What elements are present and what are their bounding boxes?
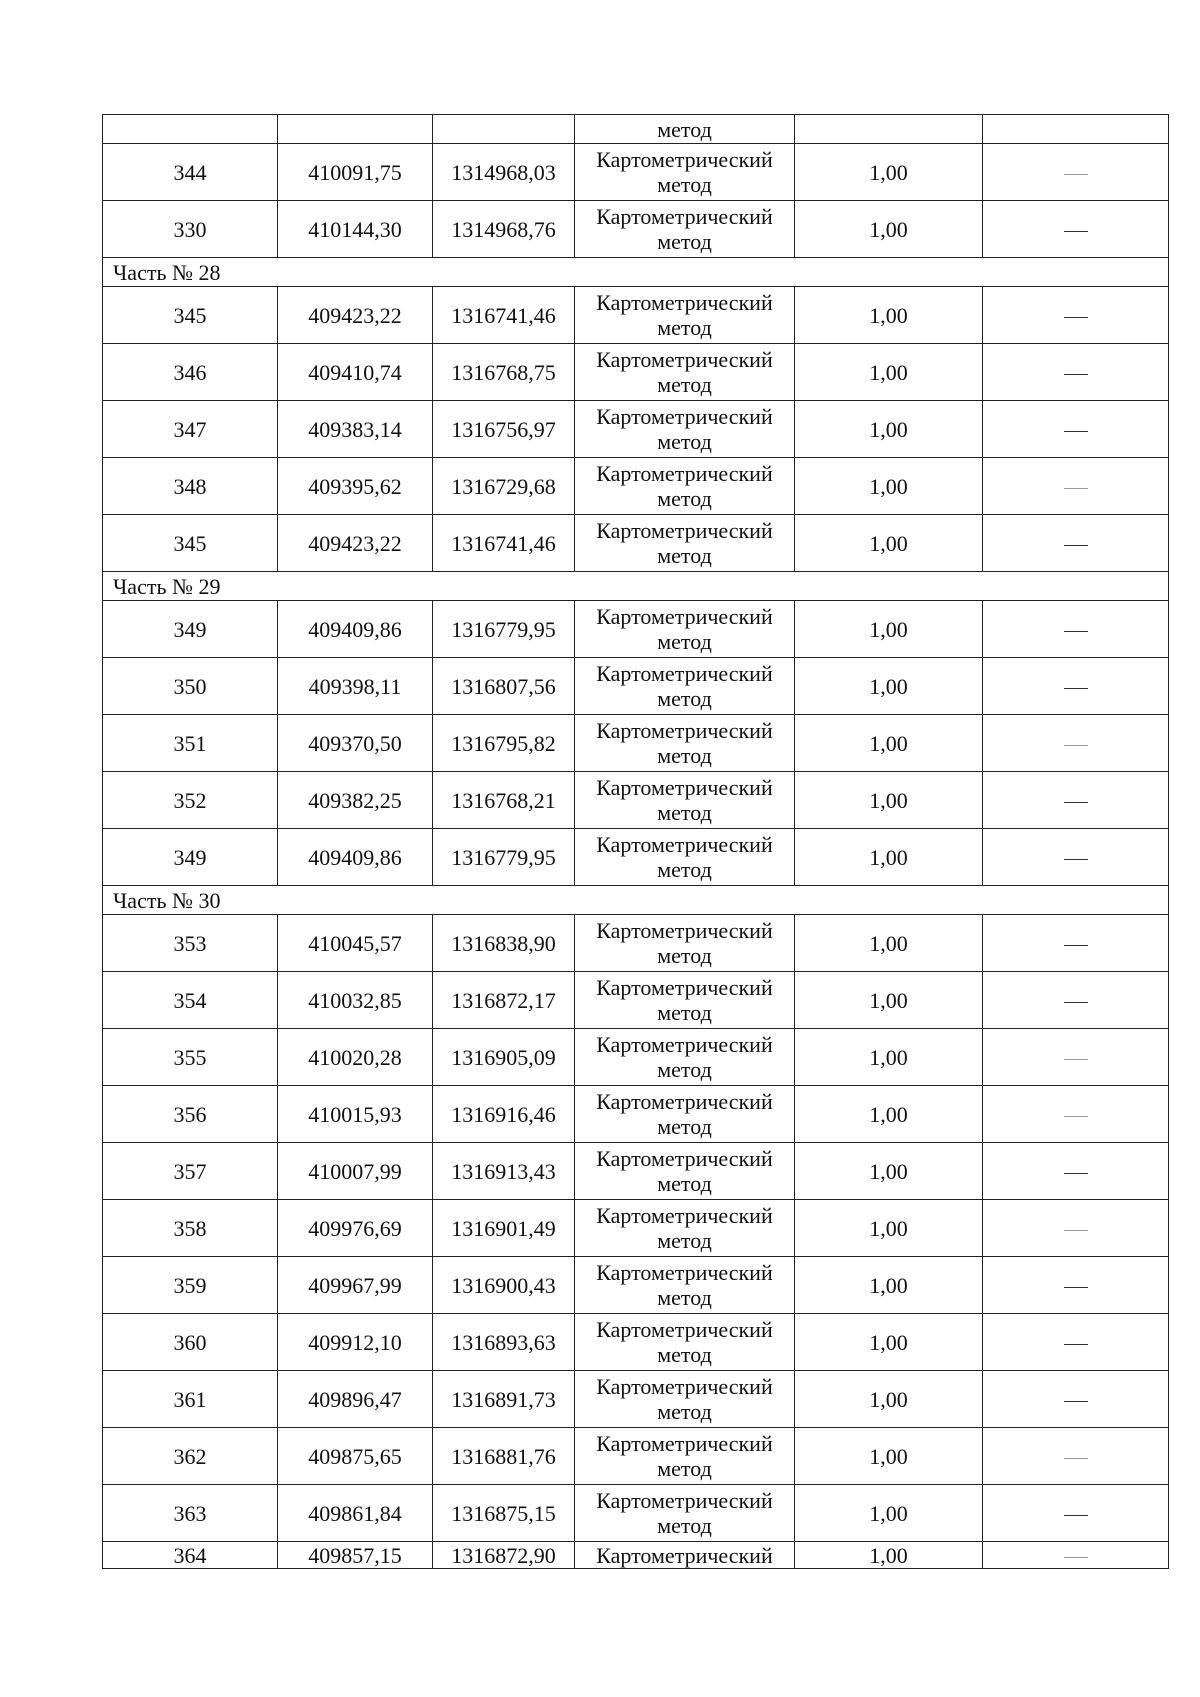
table-row	[103, 1200, 1169, 1257]
method-line-2: метод	[657, 686, 712, 711]
coord-y: 1316756,97	[433, 401, 575, 458]
accuracy: 1,00	[795, 715, 983, 772]
part-heading: Часть № 29	[103, 572, 1169, 601]
point-number: 363	[103, 1485, 278, 1542]
table-row	[103, 344, 1169, 401]
method-line-2: метод	[657, 372, 712, 397]
dash-mark	[1064, 859, 1088, 860]
coord-y: 1316741,46	[433, 287, 575, 344]
dash-mark	[1064, 174, 1088, 175]
coord-y: 1316901,49	[433, 1200, 575, 1257]
description-cell	[983, 1200, 1169, 1257]
method-cell	[575, 1143, 795, 1200]
table-row	[103, 658, 1169, 715]
dash-mark	[1064, 488, 1088, 489]
point-number: 364	[103, 1542, 278, 1569]
table-row	[103, 1314, 1169, 1371]
coord-x: 410032,85	[278, 972, 433, 1029]
method-line-1: Картометрический	[596, 1146, 773, 1171]
method-line-1: Картометрический	[596, 1431, 773, 1456]
coord-y: 1316900,43	[433, 1257, 575, 1314]
method-cell	[575, 1314, 795, 1371]
dash-mark	[1064, 1230, 1088, 1231]
point-number: 345	[103, 515, 278, 572]
dash-mark	[1064, 945, 1088, 946]
description-cell	[983, 1143, 1169, 1200]
description-cell	[983, 1485, 1169, 1542]
point-number: 351	[103, 715, 278, 772]
point-number: 350	[103, 658, 278, 715]
dash-mark	[1064, 1287, 1088, 1288]
coord-x: 409398,11	[278, 658, 433, 715]
description-cell	[983, 287, 1169, 344]
method-line-2: метод	[657, 486, 712, 511]
table-row	[103, 458, 1169, 515]
table-row	[103, 972, 1169, 1029]
method-cell	[575, 829, 795, 886]
coord-y: 1316916,46	[433, 1086, 575, 1143]
coord-x: 409861,84	[278, 1485, 433, 1542]
accuracy: 1,00	[795, 658, 983, 715]
method-line-2: метод	[657, 857, 712, 882]
coord-y: 1316891,73	[433, 1371, 575, 1428]
method-cell	[575, 772, 795, 829]
point-number: 347	[103, 401, 278, 458]
method-cell	[575, 715, 795, 772]
method-cell	[575, 287, 795, 344]
accuracy: 1,00	[795, 401, 983, 458]
method-line-1: Картометрический	[596, 1488, 773, 1513]
method-line-2: метод	[657, 429, 712, 454]
table-row	[103, 772, 1169, 829]
table-row-last	[103, 1542, 1169, 1569]
coord-y: 1316768,21	[433, 772, 575, 829]
coordinates-table-page	[102, 114, 1168, 1569]
point-number: 349	[103, 601, 278, 658]
coord-y: 1314968,76	[433, 201, 575, 258]
accuracy: 1,00	[795, 915, 983, 972]
method-cell	[575, 972, 795, 1029]
dash-mark	[1064, 802, 1088, 803]
table-row-continued	[103, 115, 1169, 144]
method-line-1: Картометрический	[596, 290, 773, 315]
point-number: 356	[103, 1086, 278, 1143]
accuracy: 1,00	[795, 1314, 983, 1371]
dash-mark	[1064, 1557, 1088, 1558]
method-cell	[575, 458, 795, 515]
accuracy: 1,00	[795, 201, 983, 258]
method-cell	[575, 344, 795, 401]
coord-y: 1316838,90	[433, 915, 575, 972]
point-number: 345	[103, 287, 278, 344]
description-cell	[983, 1086, 1169, 1143]
method-line-2: метод	[657, 1513, 712, 1538]
coord-y: 1316779,95	[433, 829, 575, 886]
dash-mark	[1064, 431, 1088, 432]
accuracy: 1,00	[795, 772, 983, 829]
dash-mark	[1064, 1458, 1088, 1459]
coord-y: 1316872,90	[433, 1542, 575, 1569]
table-row	[103, 144, 1169, 201]
part-heading: Часть № 30	[103, 886, 1169, 915]
point-number: 346	[103, 344, 278, 401]
dash-mark	[1064, 631, 1088, 632]
coord-x: 410091,75	[278, 144, 433, 201]
point-number: 358	[103, 1200, 278, 1257]
coord-y: 1314968,03	[433, 144, 575, 201]
method-line-1: Картометрический	[596, 461, 773, 486]
description-cell	[983, 1314, 1169, 1371]
coord-x: 410020,28	[278, 1029, 433, 1086]
table-body	[103, 115, 1169, 1569]
method-line-1: Картометрический	[596, 404, 773, 429]
coord-y: 1316872,17	[433, 972, 575, 1029]
accuracy: 1,00	[795, 1542, 983, 1569]
method-line-2: метод	[657, 543, 712, 568]
method-line-2: метод	[657, 1342, 712, 1367]
dash-mark	[1064, 374, 1088, 375]
dash-mark	[1064, 545, 1088, 546]
method-cell	[575, 658, 795, 715]
description-cell	[983, 1428, 1169, 1485]
method-cell: метод	[575, 115, 795, 144]
description-cell	[983, 1029, 1169, 1086]
method-cell	[575, 1200, 795, 1257]
description-cell	[983, 601, 1169, 658]
method-line-2: метод	[657, 229, 712, 254]
coord-x: 409410,74	[278, 344, 433, 401]
description-cell	[983, 344, 1169, 401]
description-cell	[983, 515, 1169, 572]
point-number: 355	[103, 1029, 278, 1086]
coord-y: 1316893,63	[433, 1314, 575, 1371]
dash-mark	[1064, 231, 1088, 232]
method-line-2: метод	[657, 943, 712, 968]
point-number: 362	[103, 1428, 278, 1485]
point-number: 349	[103, 829, 278, 886]
method-line-1: Картометрический	[596, 718, 773, 743]
dash-mark	[1064, 745, 1088, 746]
coord-y: 1316768,75	[433, 344, 575, 401]
method-cell: Картометрический	[575, 1542, 795, 1569]
part-heading-row	[103, 886, 1169, 915]
dash-mark	[1064, 1515, 1088, 1516]
coord-y: 1316795,82	[433, 715, 575, 772]
accuracy: 1,00	[795, 1143, 983, 1200]
table-row	[103, 829, 1169, 886]
method-line-1: Картометрический	[596, 975, 773, 1000]
part-heading-row	[103, 572, 1169, 601]
method-line-1: Картометрический	[596, 832, 773, 857]
coord-x: 409875,65	[278, 1428, 433, 1485]
description-cell	[983, 401, 1169, 458]
description-cell	[983, 144, 1169, 201]
method-line-1: Картометрический	[596, 1374, 773, 1399]
method-line-2: метод	[657, 1228, 712, 1253]
method-line-2: метод	[657, 629, 712, 654]
coord-x: 409383,14	[278, 401, 433, 458]
table-row	[103, 1143, 1169, 1200]
coord-x: 409967,99	[278, 1257, 433, 1314]
point-number: 344	[103, 144, 278, 201]
coord-x: 409382,25	[278, 772, 433, 829]
method-cell	[575, 1257, 795, 1314]
coord-y: 1316741,46	[433, 515, 575, 572]
method-line-2: метод	[657, 1057, 712, 1082]
coord-x: 410144,30	[278, 201, 433, 258]
method-line-2: метод	[657, 172, 712, 197]
accuracy: 1,00	[795, 1485, 983, 1542]
method-cell	[575, 1086, 795, 1143]
method-cell	[575, 915, 795, 972]
accuracy: 1,00	[795, 601, 983, 658]
method-line-1: Картометрический	[596, 518, 773, 543]
table-row	[103, 201, 1169, 258]
table-row	[103, 1257, 1169, 1314]
description-cell	[983, 658, 1169, 715]
coord-x: 409857,15	[278, 1542, 433, 1569]
coord-x: 409395,62	[278, 458, 433, 515]
accuracy: 1,00	[795, 1086, 983, 1143]
method-line-2: метод	[657, 1399, 712, 1424]
table-row	[103, 601, 1169, 658]
accuracy: 1,00	[795, 344, 983, 401]
method-cell	[575, 515, 795, 572]
part-heading-row	[103, 258, 1169, 287]
method-cell	[575, 1029, 795, 1086]
point-number: 353	[103, 915, 278, 972]
method-cell	[575, 1428, 795, 1485]
method-cell	[575, 1485, 795, 1542]
method-line-1: Картометрический	[596, 775, 773, 800]
method-line-1: Картометрический	[596, 1260, 773, 1285]
table-row	[103, 1086, 1169, 1143]
method-line-1: Картометрический	[596, 604, 773, 629]
accuracy: 1,00	[795, 829, 983, 886]
method-line-1: Картометрический	[596, 1203, 773, 1228]
point-number: 360	[103, 1314, 278, 1371]
coord-x: 409896,47	[278, 1371, 433, 1428]
coord-x: 410007,99	[278, 1143, 433, 1200]
coord-x: 409423,22	[278, 515, 433, 572]
method-cell	[575, 144, 795, 201]
point-number: 354	[103, 972, 278, 1029]
accuracy: 1,00	[795, 287, 983, 344]
method-line-2: метод	[657, 743, 712, 768]
dash-mark	[1064, 688, 1088, 689]
point-number: 359	[103, 1257, 278, 1314]
table-row	[103, 915, 1169, 972]
dash-mark	[1064, 1059, 1088, 1060]
description-cell	[983, 829, 1169, 886]
accuracy: 1,00	[795, 1371, 983, 1428]
dash-mark	[1064, 1002, 1088, 1003]
coord-y: 1316875,15	[433, 1485, 575, 1542]
coord-x: 409423,22	[278, 287, 433, 344]
accuracy: 1,00	[795, 1428, 983, 1485]
accuracy: 1,00	[795, 1257, 983, 1314]
coord-x: 410045,57	[278, 915, 433, 972]
method-line-1: Картометрический	[596, 147, 773, 172]
table-row	[103, 1428, 1169, 1485]
method-line-1: Картометрический	[596, 204, 773, 229]
coord-x: 409409,86	[278, 601, 433, 658]
method-line-1: Картометрический	[596, 1032, 773, 1057]
coord-y: 1316881,76	[433, 1428, 575, 1485]
accuracy: 1,00	[795, 458, 983, 515]
method-line-2: метод	[657, 1000, 712, 1025]
method-line-2: метод	[657, 800, 712, 825]
point-number: 330	[103, 201, 278, 258]
method-line-1: Картометрический	[596, 1089, 773, 1114]
description-cell	[983, 715, 1169, 772]
method-line-2: метод	[657, 1285, 712, 1310]
coord-y: 1316905,09	[433, 1029, 575, 1086]
method-cell	[575, 1371, 795, 1428]
table-row	[103, 401, 1169, 458]
description-cell	[983, 1371, 1169, 1428]
dash-mark	[1064, 1344, 1088, 1345]
method-cell	[575, 601, 795, 658]
method-line-2: метод	[657, 315, 712, 340]
method-line-2: метод	[657, 1456, 712, 1481]
description-cell	[983, 1542, 1169, 1569]
accuracy: 1,00	[795, 972, 983, 1029]
method-line-1: Картометрический	[596, 1317, 773, 1342]
coord-y: 1316913,43	[433, 1143, 575, 1200]
point-number: 348	[103, 458, 278, 515]
description-cell	[983, 772, 1169, 829]
method-cell	[575, 401, 795, 458]
method-line-2: метод	[657, 1114, 712, 1139]
point-number: 352	[103, 772, 278, 829]
table-row	[103, 1485, 1169, 1542]
accuracy: 1,00	[795, 144, 983, 201]
table-row	[103, 287, 1169, 344]
table-row	[103, 1371, 1169, 1428]
dash-mark	[1064, 317, 1088, 318]
coord-x: 409409,86	[278, 829, 433, 886]
point-number: 357	[103, 1143, 278, 1200]
coord-y: 1316729,68	[433, 458, 575, 515]
dash-mark	[1064, 1401, 1088, 1402]
coord-x: 409912,10	[278, 1314, 433, 1371]
table-row	[103, 515, 1169, 572]
description-cell	[983, 201, 1169, 258]
description-cell	[983, 458, 1169, 515]
coord-x: 410015,93	[278, 1086, 433, 1143]
table-row	[103, 1029, 1169, 1086]
accuracy: 1,00	[795, 515, 983, 572]
table-row	[103, 715, 1169, 772]
coord-x: 409976,69	[278, 1200, 433, 1257]
coordinates-table	[102, 114, 1169, 1569]
description-cell	[983, 972, 1169, 1029]
accuracy: 1,00	[795, 1029, 983, 1086]
part-heading: Часть № 28	[103, 258, 1169, 287]
method-line-2: метод	[657, 1171, 712, 1196]
point-number: 361	[103, 1371, 278, 1428]
description-cell	[983, 1257, 1169, 1314]
coord-x: 409370,50	[278, 715, 433, 772]
method-line-1: Картометрический	[596, 918, 773, 943]
coord-y: 1316807,56	[433, 658, 575, 715]
method-cell	[575, 201, 795, 258]
dash-mark	[1064, 1173, 1088, 1174]
description-cell	[983, 915, 1169, 972]
accuracy: 1,00	[795, 1200, 983, 1257]
method-line-1: Картометрический	[596, 661, 773, 686]
method-line-1: Картометрический	[596, 347, 773, 372]
coord-y: 1316779,95	[433, 601, 575, 658]
dash-mark	[1064, 1116, 1088, 1117]
